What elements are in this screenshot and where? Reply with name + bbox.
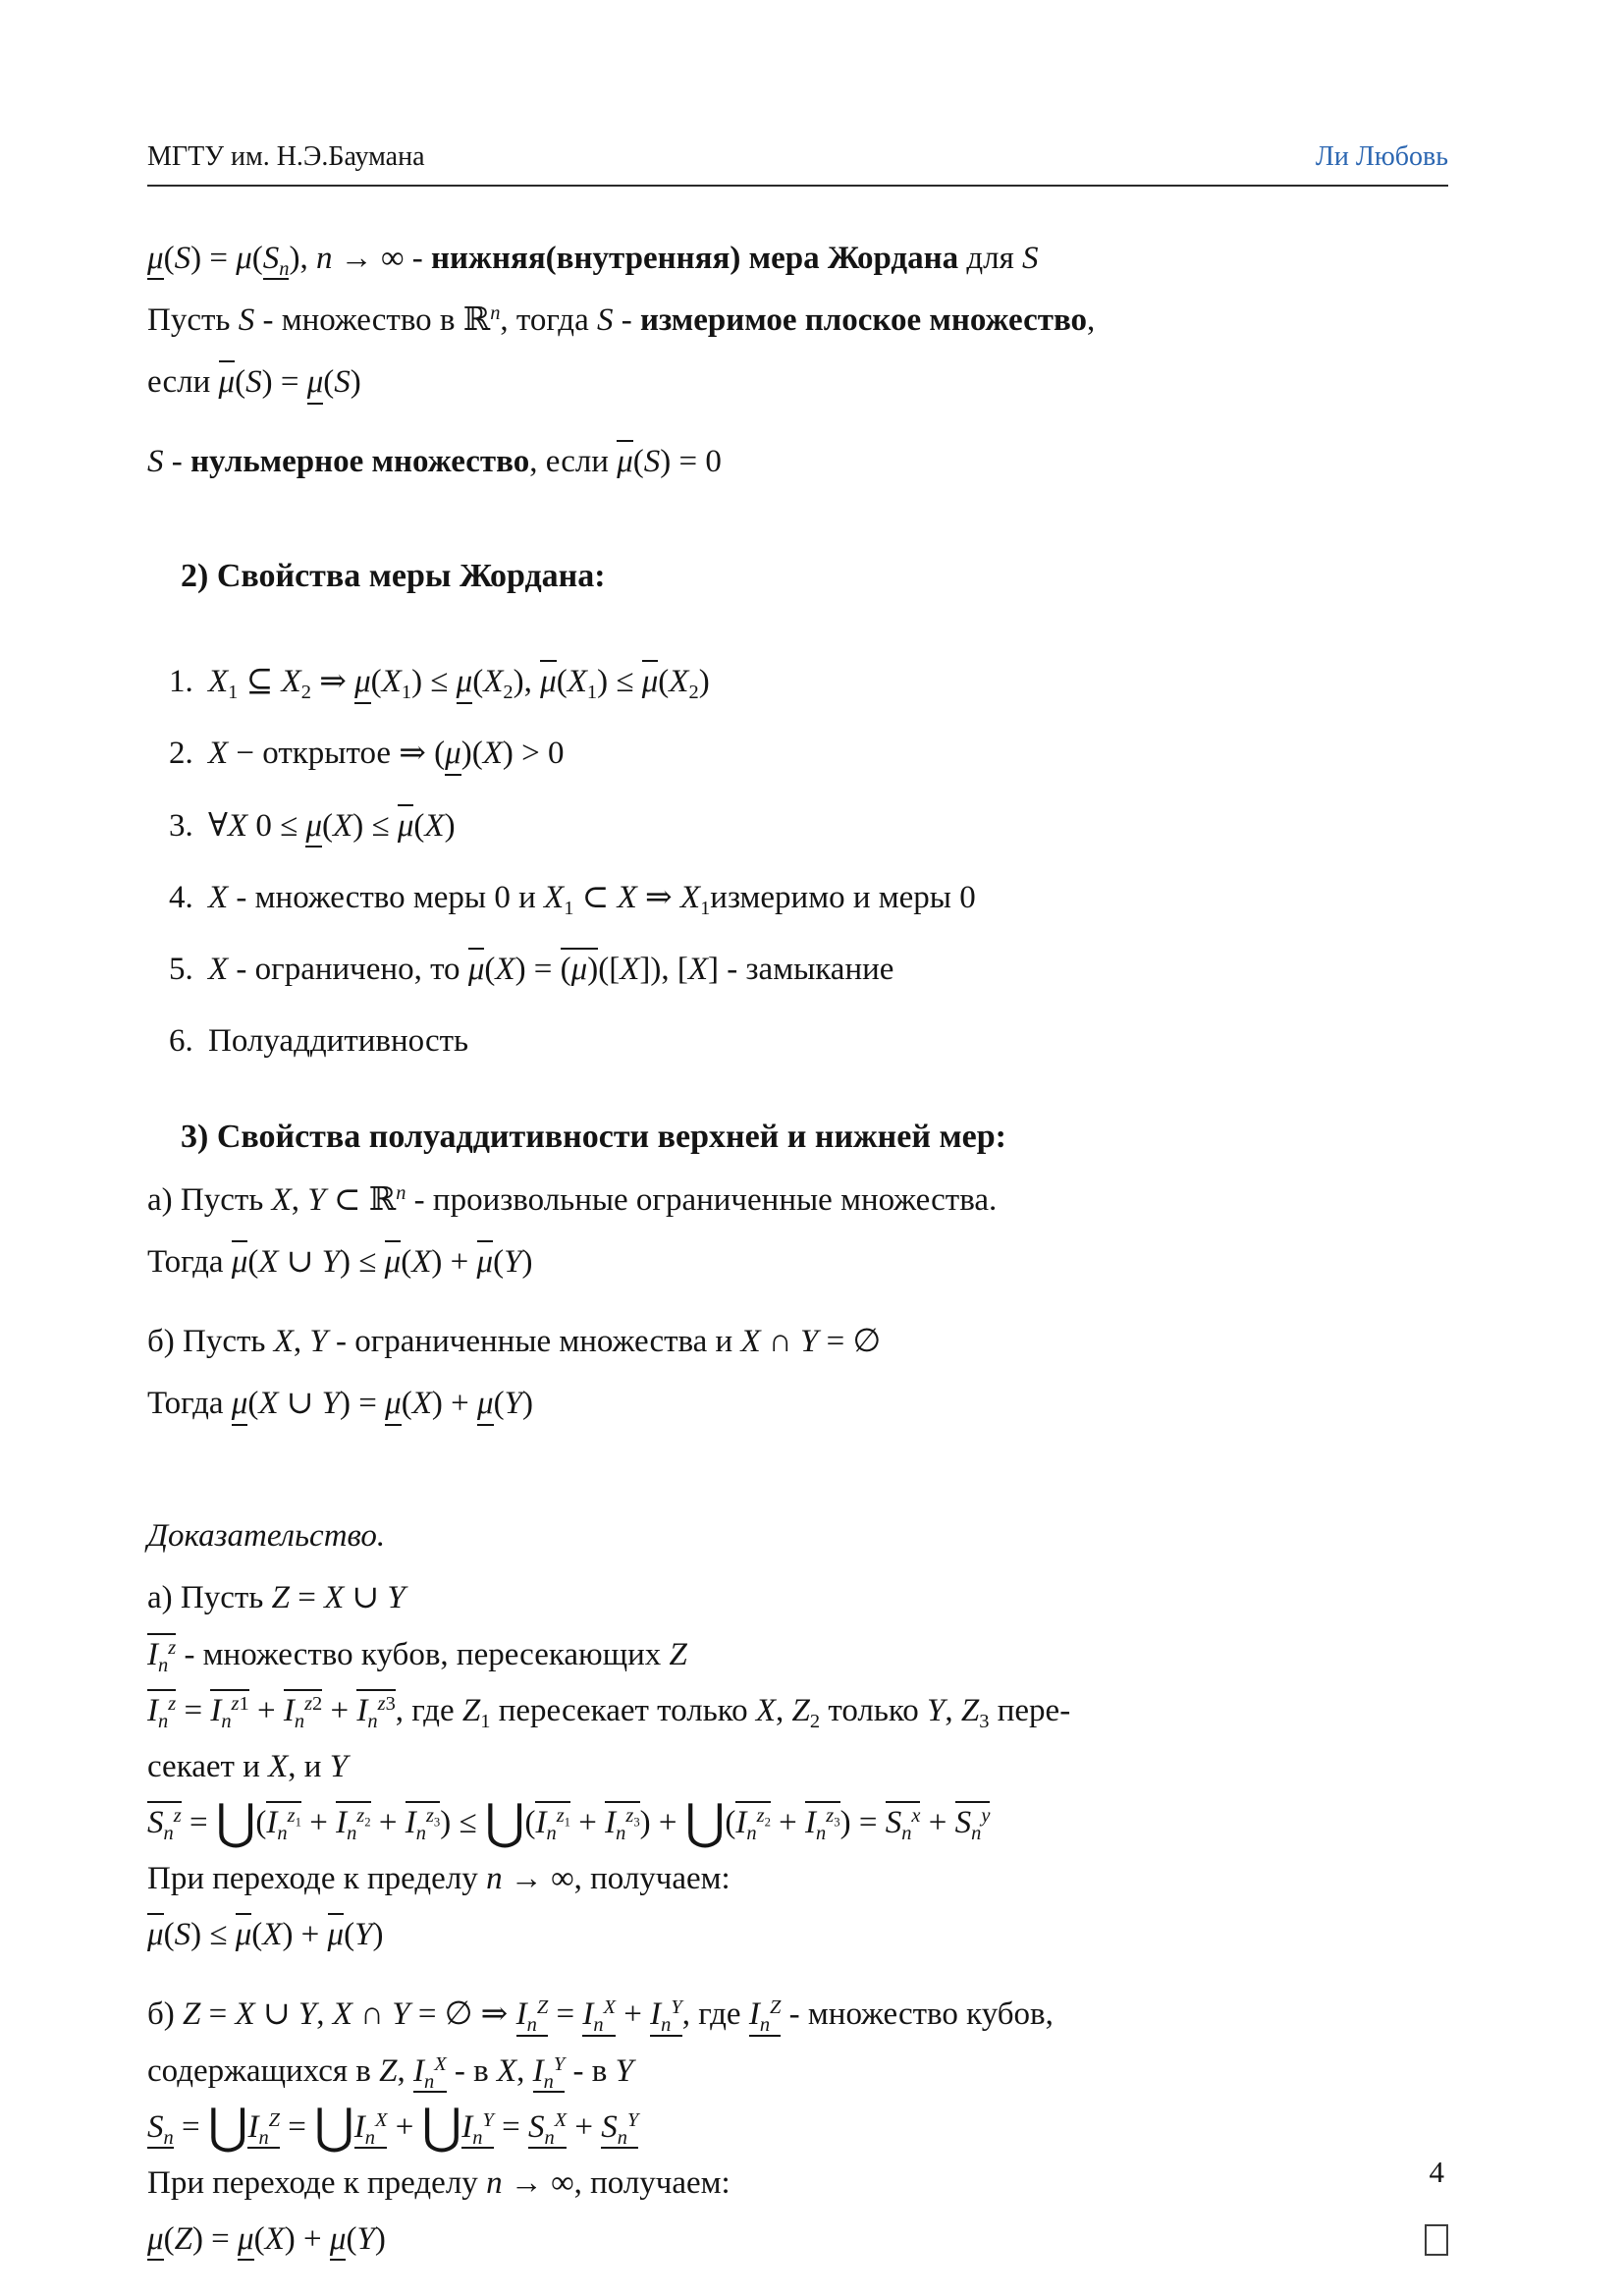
item-number: 2. bbox=[169, 736, 193, 772]
proof-b-formula: $S_n$ = $⋃I_n^Z$ = $⋃I_n^X$ + $⋃I_n^Y = S_n^X + S_n^Y$ bbox=[147, 2097, 639, 2155]
property-3 bbox=[147, 801, 1448, 851]
statement-a-2: Тогда μ(X ∪ Y) ≤ μ(X) + μ(Y) bbox=[147, 1237, 1448, 1287]
university-name: МГТУ им. Н.Э.Баумана bbox=[147, 141, 425, 172]
property-1 bbox=[147, 657, 1448, 707]
item-text: X - ограничено, то μ(X) = (μ)([X]), [X] - замыкание bbox=[208, 952, 893, 987]
property-4 bbox=[147, 873, 1448, 923]
proof-b-result bbox=[147, 2214, 1448, 2265]
property-2 bbox=[147, 729, 1448, 779]
statement-a-1: а) Пусть X, Y ⊂ ℝ$^n$ - произвольные ограниченные множества. bbox=[147, 1181, 998, 1218]
section-2-heading: 2) Свойства меры Жордана: bbox=[181, 557, 606, 594]
statement-b-2: Тогда μ(X ∪ Y) = μ(X) + μ(Y) bbox=[147, 1379, 1448, 1429]
qed-box bbox=[1425, 2224, 1448, 2256]
def-null-set: S - нульмерное множество, если μ(S) = 0 bbox=[147, 437, 1448, 487]
formula-text: μ(Z) = μ(X) + μ(Y) bbox=[147, 2214, 386, 2265]
statement-b-1: б) Пусть X, Y - ограниченные множества и X ∩ Y = ∅ bbox=[147, 1324, 882, 1360]
item-text: X − открытое ⇒ (μ)(X) > 0 bbox=[208, 736, 565, 771]
proof-a-line-3: $I_n^z = I_n^{z1} + I_n^{z2} + I_n^{z3}$, где $Z_1$ пересекает только X, $Z_2$ только Y, $Z_3$ пере- bbox=[147, 1686, 1448, 1736]
proof-a-line-2: $I_n^z$ - множество кубов, пересекающих Z bbox=[147, 1630, 1448, 1680]
item-number: 4. bbox=[169, 879, 193, 915]
proof-b-line-1: б) Z = X ∪ Y, X ∩ Y = ∅ ⇒ $I_n^Z = I_n^X + I_n^Y$, где $I_n^Z$ - множество кубов, bbox=[147, 1996, 1054, 2037]
proof-b-limit: При переходе к пределу n → ∞, получаем: bbox=[147, 2164, 730, 2201]
proof-a-line-1: а) Пусть Z = X ∪ Y bbox=[147, 1580, 406, 1616]
def-measurable-set-1: Пусть S - множество в ℝ$^n$, тогда S - измеримое плоское множество, bbox=[147, 301, 1096, 339]
item-number: 1. bbox=[169, 664, 193, 700]
proof-a-result: μ(S) ≤ μ(X) + μ(Y) bbox=[147, 1910, 1448, 1960]
page-number: 4 bbox=[1429, 2155, 1444, 2189]
def-measurable-set-2: если μ(S) = μ(S) bbox=[147, 357, 1448, 408]
page-header bbox=[147, 141, 1448, 187]
proof-a-line-4: секает и X, и Y bbox=[147, 1748, 349, 1784]
proof-a-limit: При переходе к пределу n → ∞, получаем: bbox=[147, 1861, 730, 1897]
item-text: Полуаддитивность bbox=[208, 1022, 469, 1059]
proof-label: Доказательство. bbox=[147, 1518, 386, 1555]
property-6 bbox=[147, 1016, 1448, 1066]
author-name: Ли Любовь bbox=[1315, 141, 1448, 172]
proof-a-formula: $S_n^z$ = $⋃(I_n^{z_1} + I_n^{z_2} + I_n^{z_3})$ ≤ $⋃(I_n^{z_1} + I_n^{z_3})$ + $⋃(I_n^{z_2} + I_n^{z_3}) = S_n^x + S_n^y$ bbox=[147, 1792, 991, 1850]
item-text: X - множество меры 0 и $X_1$ ⊂ X ⇒ $X_1измеримо$ и меры 0 bbox=[208, 879, 976, 919]
item-number: 6. bbox=[169, 1022, 193, 1059]
item-text: ∀X 0 ≤ μ(X) ≤ μ(X) bbox=[208, 808, 456, 844]
document-body bbox=[147, 204, 1448, 2265]
item-number: 3. bbox=[169, 807, 193, 844]
property-5 bbox=[147, 945, 1448, 995]
def-lower-jordan-measure: $\mu(S) = \mu(S_n)$, n → ∞ - нижняя(внутренняя) мера Жордана для S bbox=[147, 241, 1039, 281]
item-number: 5. bbox=[169, 951, 193, 987]
item-text: $X_1$ ⊆ $X_2$ ⇒ $\mu(X_1) \le \mu(X_2)$, $\mu(X_1) \le \mu(X_2)$ bbox=[208, 664, 710, 699]
section-3-heading: 3) Свойства полуаддитивности верхней и нижней мер: bbox=[181, 1119, 1006, 1156]
proof-b-line-2: содержащихся в Z, $I_n^X$ - в X, $I_n^Y$ - в Y bbox=[147, 2052, 633, 2093]
